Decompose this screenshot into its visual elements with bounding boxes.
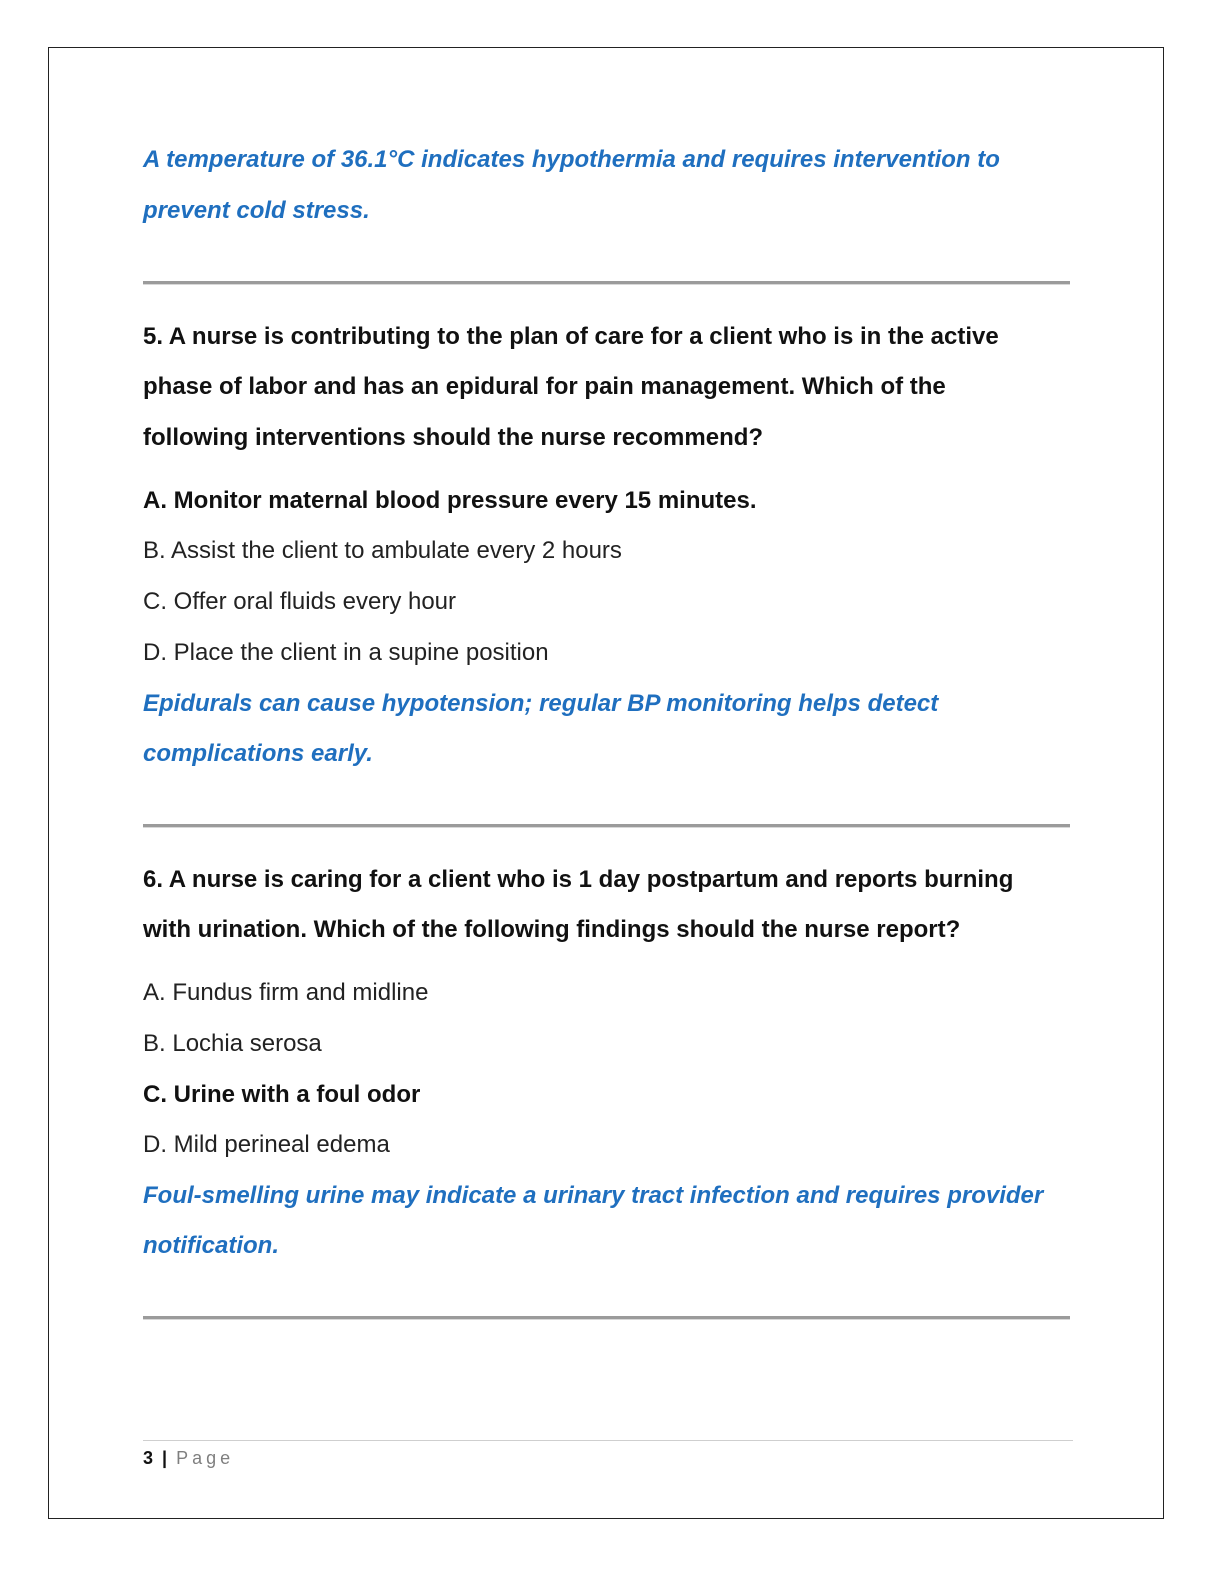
page-number: 3 bbox=[143, 1448, 154, 1468]
question-6-stem: 6. A nurse is caring for a client who is 1 day postpartum and reports burning bbox=[143, 866, 1014, 893]
question-5-stem: phase of labor and has an epidural for pain management. Which of the bbox=[143, 373, 946, 400]
q5-option-d: D. Place the client in a supine position bbox=[143, 639, 549, 666]
q6-rationale: Foul-smelling urine may indicate a urinary tract infection and requires provider bbox=[143, 1182, 1044, 1209]
footer-rule bbox=[143, 1440, 1073, 1441]
section-divider bbox=[143, 1316, 1070, 1319]
q5-rationale: complications early. bbox=[143, 740, 373, 767]
footer-separator: | bbox=[162, 1448, 168, 1468]
rationale-text: A temperature of 36.1°C indicates hypothermia and requires intervention to bbox=[143, 146, 1000, 173]
page-border bbox=[48, 47, 1164, 1519]
q5-rationale: Epidurals can cause hypotension; regular BP monitoring helps detect bbox=[143, 690, 939, 717]
q5-option-b: B. Assist the client to ambulate every 2 hours bbox=[143, 537, 622, 564]
q5-option-c: C. Offer oral fluids every hour bbox=[143, 588, 457, 615]
page-footer bbox=[143, 1447, 234, 1469]
q6-option-a: A. Fundus firm and midline bbox=[143, 979, 429, 1006]
section-divider bbox=[143, 281, 1070, 284]
question-5-stem: following interventions should the nurse recommend? bbox=[143, 424, 764, 451]
question-5-stem: 5. A nurse is contributing to the plan of care for a client who is in the active bbox=[143, 323, 999, 350]
page-label: Page bbox=[176, 1448, 235, 1468]
q6-option-d: D. Mild perineal edema bbox=[143, 1131, 390, 1158]
section-divider bbox=[143, 824, 1070, 827]
q5-option-a: A. Monitor maternal blood pressure every 15 minutes. bbox=[143, 487, 757, 514]
q6-option-c: C. Urine with a foul odor bbox=[143, 1081, 421, 1108]
rationale-text: prevent cold stress. bbox=[143, 197, 370, 224]
q6-option-b: B. Lochia serosa bbox=[143, 1030, 322, 1057]
question-6-stem: with urination. Which of the following findings should the nurse report? bbox=[143, 916, 961, 943]
q6-rationale: notification. bbox=[143, 1232, 279, 1259]
